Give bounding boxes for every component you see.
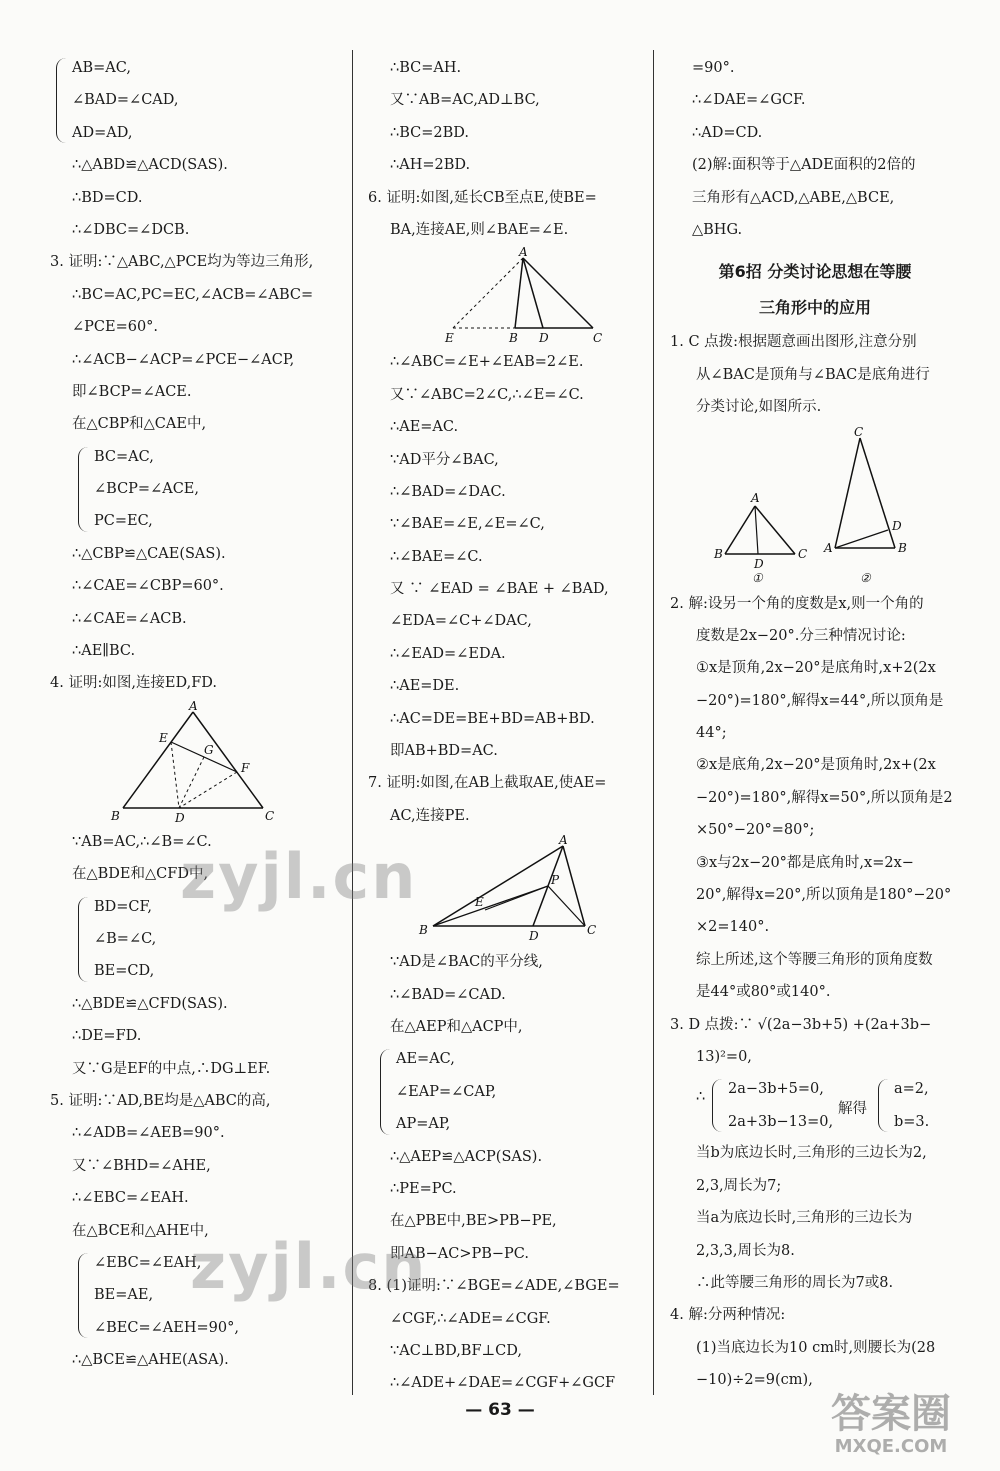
text-line: PC=EC,: [94, 513, 153, 530]
text-line: ∵∠BAE=∠E,∠E=∠C,: [390, 516, 545, 533]
text-line: ∵AB=AC,∴∠B=∠C.: [72, 833, 212, 850]
text-line: 即AB+BD=AC.: [390, 743, 498, 760]
text-line: 又∵∠ABC=2∠C,∴∠E=∠C.: [390, 386, 584, 403]
label-A: A: [188, 698, 198, 713]
text-line: BA,连接AE,则∠BAE=∠E.: [390, 221, 569, 238]
label-E: E: [158, 730, 168, 745]
text-line: ∴AH=2BD.: [390, 157, 471, 174]
text-line: ∴AE=AC.: [390, 419, 459, 436]
text-line: ③x与2x−20°都是底角时,x=2x−: [696, 854, 914, 871]
figure-problem-6: [403, 245, 603, 346]
label-B: B: [110, 808, 120, 823]
text-line: ∴AE=DE.: [390, 678, 460, 695]
text-line: ∴AD=CD.: [692, 124, 763, 141]
text-line: 三角形有△ACD,△ABE,△BCE,: [692, 189, 895, 206]
text-line: 2,3,周长为7;: [696, 1177, 782, 1194]
figure-problem-7: [413, 833, 597, 944]
text-line: 2,3,3,周长为8.: [696, 1242, 795, 1259]
text-line: ∠EDA=∠C+∠DAC,: [390, 613, 532, 630]
label-C: C: [264, 808, 274, 823]
text-line: 又∵AB=AC,AD⊥BC,: [390, 92, 540, 109]
text-line: ∴∠ADE+∠DAE=∠CGF+∠GCF: [390, 1375, 616, 1392]
label-B: B: [509, 331, 518, 346]
text-line: ∴∠BAD=∠CAD.: [390, 986, 506, 1003]
text-line: ∴∠EAD=∠EDA.: [390, 645, 506, 662]
text-line: BE=AE,: [94, 1287, 154, 1304]
text-line: 又 ∵ ∠EAD = ∠BAE + ∠BAD,: [390, 581, 609, 598]
text-line: (2)解:面积等于△ADE面积的2倍的: [692, 157, 916, 174]
text-line: −10)÷2=9(cm),: [696, 1372, 813, 1389]
text-line: ∵AD平分∠BAC,: [390, 451, 499, 468]
brace-system: [50, 52, 335, 149]
label-B: B: [898, 540, 907, 555]
column-left: [50, 52, 335, 1376]
text-line: BD=CF,: [94, 898, 152, 915]
text-line: ∴此等腰三角形的周长为7或8.: [696, 1274, 894, 1291]
text-line: AD=AD,: [72, 124, 133, 141]
label-P: P: [551, 873, 560, 888]
page-number: — 63 —: [465, 1400, 535, 1420]
text-line: 又∵G是EF的中点,∴DG⊥EF.: [72, 1060, 271, 1077]
text-line: ∠BCP=∠ACE,: [94, 481, 199, 498]
section-heading: 三角形中的应用: [758, 298, 871, 318]
label-A: A: [519, 245, 528, 260]
label-C: C: [593, 331, 603, 346]
text-line: 2a+3b−13=0,: [728, 1113, 834, 1130]
text-line: ∠EAP=∠CAP,: [396, 1083, 497, 1100]
text-line: ∵AD是∠BAC的平分线,: [390, 954, 543, 971]
label-A: A: [824, 540, 833, 555]
label-D: D: [754, 556, 764, 571]
text-line: 当b为底边长时,三角形的三边长为2,: [696, 1145, 927, 1162]
text-line: BC=AC,: [94, 448, 154, 465]
text-line: 是44°或80°或140°.: [696, 984, 831, 1001]
text-line: 2a−3b+5=0,: [728, 1081, 824, 1098]
text-line: −20°)=180°,解得x=50°,所以顶角是2: [696, 789, 953, 806]
stamp-title: 答案圈: [831, 1391, 951, 1437]
text-line: AC,连接PE.: [390, 807, 470, 824]
text-line: ∴∠EBC=∠EAH.: [72, 1190, 189, 1207]
text-line: 13)²=0,: [696, 1048, 752, 1065]
label-F: F: [240, 760, 249, 775]
text-line: ∠CGF,∴∠ADE=∠CGF.: [390, 1310, 551, 1327]
label-C: C: [587, 923, 597, 938]
problem-5-title: 5. 证明:∵AD,BE均是△ABC的高,: [50, 1092, 271, 1109]
section-heading: 第6招 分类讨论思想在等腰: [718, 262, 912, 282]
text-line: △BHG.: [692, 221, 743, 238]
text-line: ∴PE=PC.: [390, 1180, 457, 1197]
text-line: ∴DE=FD.: [72, 1028, 142, 1045]
column-right: [670, 52, 960, 1397]
text-line: ∴∠DBC=∠DCB.: [72, 221, 190, 238]
problem-6-title: 6. 证明:如图,延长CB至点E,使BE=: [368, 189, 597, 206]
column-divider: [653, 50, 654, 1395]
text-line: ∴∠DAE=∠GCF.: [692, 92, 806, 109]
label-B: B: [714, 546, 723, 561]
text-line: a=2,: [894, 1081, 929, 1098]
text-line: ∴∠ABC=∠E+∠EAB=2∠E.: [390, 354, 584, 371]
text-line: 在△AEP和△ACP中,: [390, 1018, 523, 1035]
text-line: 又∵∠BHD=∠AHE,: [72, 1157, 211, 1174]
text-line: AB=AC,: [72, 60, 131, 76]
text-line: ∴△BDE≌△CFD(SAS).: [72, 995, 228, 1012]
column-middle: [368, 52, 638, 1400]
text-line: ∴∠ADB=∠AEB=90°.: [72, 1125, 225, 1142]
text-line: ∠PCE=60°.: [72, 319, 159, 336]
text-line: 在△BDE和△CFD中,: [72, 866, 209, 883]
text-line: −20°)=180°,解得x=44°,所以顶角是: [696, 692, 944, 709]
text-line: 解得: [838, 1101, 867, 1118]
label-C: C: [798, 546, 808, 561]
text-line: 20°,解得x=20°,所以顶角是180°−20°: [696, 887, 952, 904]
text-line: (1)当底边长为10 cm时,则腰长为(28: [696, 1339, 936, 1356]
equation-system: ∴ 2a−3b+5=0, 2a+3b−13=0, 解得 a=2, b=3.: [670, 1073, 960, 1137]
label-D: D: [539, 331, 549, 346]
question-2: 2. 解:设另一个角的度数是x,则一个角的: [670, 595, 924, 612]
text-line: b=3.: [894, 1113, 930, 1130]
text-line: ∴∠BAE=∠C.: [390, 548, 483, 565]
text-line: 在△PBE中,BE>PB−PE,: [390, 1213, 557, 1230]
figure-problem-4: [103, 698, 283, 825]
problem-3-title: 3. 证明:∵△ABC,△PCE均为等边三角形,: [50, 254, 314, 271]
text-line: ①x是顶角,2x−20°是底角时,x+2(2x: [696, 660, 936, 677]
text-line: ②x是底角,2x−20°是顶角时,2x+(2x: [696, 757, 936, 774]
label-A: A: [559, 833, 568, 848]
text-line: 分类讨论,如图所示.: [696, 399, 822, 416]
question-1: 1. C 点拨:根据题意画出图形,注意分别: [670, 334, 917, 351]
text-line: ∵AC⊥BD,BF⊥CD,: [390, 1342, 522, 1359]
text-line: ∴△BCE≌△AHE(ASA).: [72, 1352, 229, 1369]
text-line: AP=AP,: [396, 1116, 451, 1133]
text-line: ∴AE∥BC.: [72, 643, 136, 660]
text-line: AE=AC,: [396, 1051, 455, 1068]
text-line: 在△BCE和△AHE中,: [72, 1222, 209, 1239]
text-line: 度数是2x−20°.分三种情况讨论:: [696, 627, 906, 644]
text-line: ∴BC=2BD.: [390, 124, 469, 141]
label-A: A: [751, 490, 760, 505]
text-line: 即∠BCP=∠ACE.: [72, 383, 192, 400]
watermark: zyjl.cn: [180, 840, 418, 913]
problem-4-title: 4. 证明:如图,连接ED,FD.: [50, 675, 218, 692]
text-line: 综上所述,这个等腰三角形的顶角度数: [696, 951, 933, 968]
question-4: 4. 解:分两种情况:: [670, 1307, 786, 1324]
column-divider: [352, 50, 353, 1395]
text-line: ∴AC=DE=BE+BD=AB+BD.: [390, 710, 595, 727]
label-E: E: [445, 331, 454, 346]
label-D: D: [174, 810, 185, 825]
text-line: 44°;: [696, 725, 727, 742]
text-line: ×50°−20°=80°;: [696, 822, 815, 839]
text-line: ∴∠BAD=∠DAC.: [390, 483, 506, 500]
label-G: G: [203, 742, 214, 757]
stamp-url: MXQE.COM: [834, 1436, 948, 1457]
label-C: C: [854, 424, 864, 439]
text-line: BE=CD,: [94, 963, 155, 980]
text-line: ∠BAD=∠CAD,: [72, 92, 179, 109]
label-B: B: [419, 923, 428, 938]
figure-question-1: [710, 426, 920, 586]
brace-system: [374, 1043, 638, 1140]
label-D: D: [529, 929, 539, 944]
brace-system: [72, 441, 335, 538]
text-line: ∠BEC=∠AEH=90°,: [94, 1319, 239, 1336]
question-3: 3. D 点拨:∵ √(2a−3b+5) +(2a+3b−: [670, 1016, 932, 1033]
text-line: ∴△CBP≌△CAE(SAS).: [72, 545, 226, 562]
text-line: 当a为底边长时,三角形的三边长为: [696, 1210, 913, 1227]
text-line: 在△CBP和△CAE中,: [72, 416, 207, 433]
text-line: 即AB−AC>PB−PC.: [390, 1245, 529, 1262]
text-line: 从∠BAC是顶角与∠BAC是底角进行: [696, 366, 930, 383]
text-line: ∴△ABD≌△ACD(SAS).: [72, 157, 228, 174]
watermark: zyjl.cn: [190, 1230, 428, 1303]
problem-7-title: 7. 证明:如图,在AB上截取AE,使AE=: [368, 775, 607, 792]
text-line: ∴∠CAE=∠CBP=60°.: [72, 578, 224, 595]
text-line: ∠EBC=∠EAH,: [94, 1254, 202, 1271]
problem-8-title: 8. (1)证明:∵∠BGE=∠ADE,∠BGE=: [368, 1278, 620, 1295]
text-line: ∴BC=AH.: [390, 60, 462, 76]
text-line: ∴BC=AC,PC=EC,∠ACB=∠ABC=: [72, 286, 314, 303]
text-line: ×2=140°.: [696, 919, 770, 936]
text-line: ∴∠CAE=∠ACB.: [72, 610, 187, 627]
label-D: D: [892, 518, 902, 533]
site-stamp: [796, 1392, 986, 1457]
circled-number: ①: [752, 570, 763, 585]
text-line: ∴BD=CD.: [72, 189, 143, 206]
text-line: =90°.: [692, 60, 735, 76]
text-line: ∴△AEP≌△ACP(SAS).: [390, 1148, 543, 1165]
label-E: E: [475, 895, 484, 910]
text-line: ∠B=∠C,: [94, 930, 157, 947]
circled-number: ②: [860, 570, 871, 585]
text-line: ∴∠ACB−∠ACP=∠PCE−∠ACP,: [72, 351, 295, 368]
